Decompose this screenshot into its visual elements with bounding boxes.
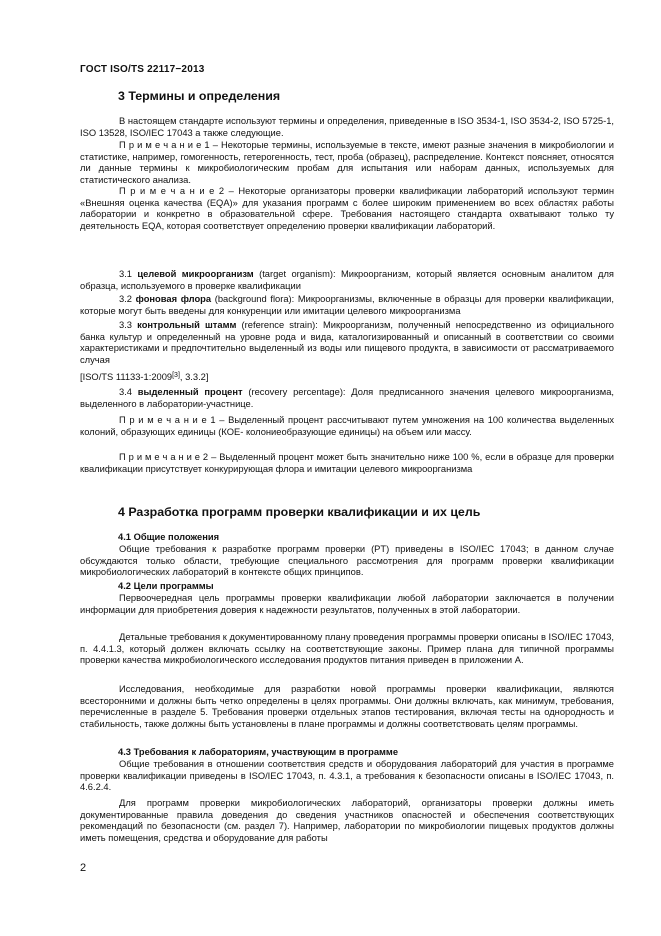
term-3-2-definition: (background flora): Микроорганизмы, включенные в образцы для проверки квалификации, которые могут быть введены для конкуренции или имитации целевого микроорганизма <box>80 294 614 316</box>
section-3-intro: В настоящем стандарте используют термины и определения, приведенные в ISO 3534-1, ISO 3534-2, ISO 5725-1, ISO 13528, ISO/IEC 17043 а также следующие. <box>80 116 614 138</box>
note-2-text: – Некоторые организаторы проверки квалификации лабораторий используют термин «Внешняя оценка качества (EQA)» для указания программ с более широким применением во всех областях работы лаборатории и конкретно в образовательной сфере. Требования настоящего стандарта охватывают только ту деятельность EQA, которая соответствует определению проверки квалификации лабораторий. <box>80 186 614 231</box>
subsection-4-2-paragraph-2: Детальные требования к документированному плану проведения программы проверки описаны в ISO/IEC 17043, п. 4.4.1.3, который должен включать ссылку на соответствующие законы. Пример плана для типичной программы проверки качества микробиологического исследования продуктов питания приведен в приложении А. <box>80 632 614 666</box>
note-1-text: – Некоторые термины, используемые в тексте, имеют разные значения в микробиологии и статистике, например, гомогенность, гетерогенность, тест, проба (образец), распределение. Контекст поясняет, относятся ли данные термины к микробиологическим пробам для испытания или наборам данных, используемых для статистического анализа. <box>80 140 614 185</box>
document-header: ГОСТ ISO/TS 22117−2013 <box>80 64 205 75</box>
note-text: – Выделенный процент рассчитывают путем умножения на 100 количества выделенных колоний, образующих единицы (КОЕ- колониеобразующие единицы) на объем или массу. <box>80 415 614 437</box>
subsection-4-2-paragraph-1: Первоочередная цель программы проверки квалификации любой лаборатории заключается в получении информации для приобретения доверия к надежности результатов, полученных в этой лаборатории. <box>80 593 614 615</box>
term-3-3-term: контрольный штамм <box>137 320 237 330</box>
note-2-label: П р и м е ч а н и е 2 <box>119 186 225 196</box>
term-3-1-term: целевой микроорганизм <box>137 269 254 279</box>
subsection-4-3-paragraph-1: Общие требования в отношении соответствия средств и оборудования лабораторий для участия в программе проверки квалификации приведены в ISO/IEC 17043, п. 4.3.1, а требования к безопасности описаны в ISO/IEC 17043, п. 4.6.2.4. <box>80 759 614 793</box>
subsection-4-1-paragraph: Общие требования к разработке программ проверки (PT) приведены в ISO/IEC 17043; в данном случае обсуждаются только области, требующие специального рассмотрения для программ проверки квалификации микробиологических лабораторий в контексте общих принципов. <box>80 544 614 578</box>
note-label: П р и м е ч а н и е 2 <box>119 452 209 462</box>
page-number: 2 <box>80 862 87 874</box>
citation-ref: [3] <box>172 372 180 379</box>
subsection-4-2-paragraph-3: Исследования, необходимые для разработки новой программы проверки квалификации, являются всесторонними и должны быть четко определены в целях программы. Они должны включать, как минимум, требования, перечисленные в разделе 5. Требования проверки отдельных этапов тестирования, включая тесты на однородность и стабильность, также должны быть установлены в плане программы и должны соответствовать целям программы. <box>80 684 614 729</box>
term-3-4-number: 3.4 <box>119 387 138 397</box>
term-3-4-term: выделенный процент <box>137 387 243 397</box>
note-1 <box>80 140 614 186</box>
term-3-1-definition: (target organism): Микроорганизм, который является основным аналитом для образца, используемого в проверке квалификации <box>80 269 614 291</box>
source-ref: [ISO/TS 11133-1:2009 <box>80 372 173 382</box>
section-4-title: 4 Разработка программ проверки квалификации и их цель <box>118 505 481 519</box>
term-3-4 <box>80 387 614 410</box>
term-3-3-number: 3.3 <box>119 320 138 330</box>
term-3-2-term: фоновая флора <box>135 294 212 304</box>
term-3-3-definition: (reference strain): Микроорганизм, полученный непосредственно из официального банка культур и определенный на уровне рода и вида, каталогизированный и описанный в соответствии со своими характеристиками и предпочтительно выделенный из воды или пищевого продукта, в зависимости от рассматриваемого случая <box>80 320 614 365</box>
note-label: П р и м е ч а н и е 1 <box>119 415 216 425</box>
term-3-3 <box>80 320 614 366</box>
term-3-4-note-2 <box>80 452 614 475</box>
subsection-4-1-title: 4.1 Общие положения <box>118 532 220 542</box>
note-text: – Выделенный процент может быть значительно ниже 100 %, если в образце для проверки квалификации присутствует конкурирующая флора и имитации целевого микроорганизма <box>80 452 614 474</box>
subsection-4-3-title: 4.3 Требования к лабораториям, участвующим в программе <box>118 747 399 757</box>
term-3-4-definition: (recovery percentage): Доля предписанного значения целевого микроорганизма, выделенного в лаборатории-участнице. <box>80 387 614 409</box>
term-3-1 <box>80 269 614 292</box>
section-3-title: 3 Термины и определения <box>118 89 281 103</box>
term-3-1-number: 3.1 <box>119 269 138 279</box>
subsection-4-3-paragraph-2: Для программ проверки микробиологических лабораторий, организаторы проверки должны иметь документированные правила доведения до сведения участников опасностей и обеспечения соответствующих рекомендаций по безопасности (см. раздел 7). Например, лаборатории по микробиологии пищевых продуктов должны иметь помещения, средства и оборудование для работы <box>80 798 614 843</box>
term-3-2 <box>80 294 614 317</box>
source-clause: , 3.3.2] <box>179 372 209 382</box>
term-3-2-number: 3.2 <box>119 294 136 304</box>
subsection-4-2-title: 4.2 Цели программы <box>118 581 214 591</box>
term-3-4-note-1 <box>80 415 614 438</box>
note-1-label: П р и м е ч а н и е 1 <box>119 140 210 150</box>
note-2 <box>80 186 614 232</box>
term-3-3-source <box>80 372 208 384</box>
